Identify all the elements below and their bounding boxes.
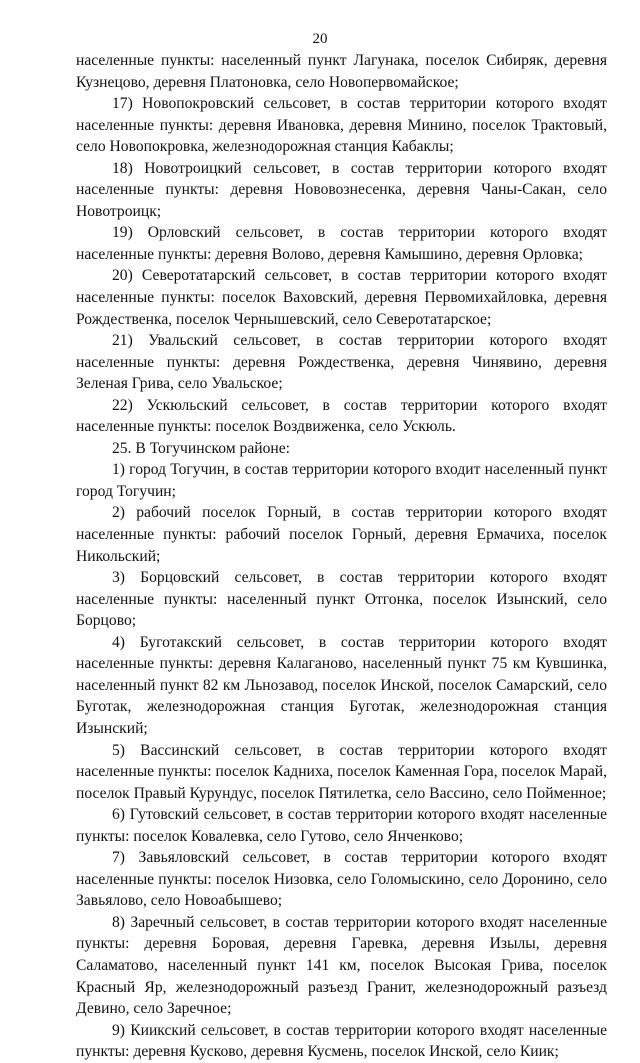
paragraph: 3) Борцовский сельсовет, в состав территории которого входят населенные пункты: населенный пункт Отгонка, поселок Изынский, село Борцово;: [76, 569, 607, 630]
paragraph: 18) Новотроицкий сельсовет, в состав территории которого входят населенные пункты: деревня Нововознесенка, деревня Чаны-Сакан, село Новотроицк;: [76, 159, 607, 220]
paragraph: 17) Новопокровский сельсовет, в состав территории которого входят населенные пункты: деревня Ивановка, деревня Минино, поселок Трактовый, село Новопокровка, железнодорожная станция Кабаклы;: [76, 95, 607, 156]
page-number: 20: [312, 31, 328, 47]
paragraph: 5) Вассинский сельсовет, в состав территории которого входят населенные пункты: поселок Кадниха, поселок Каменная Гора, поселок Марай, поселок Правый Курундус, поселок Пятилетка, село Вассино, село Пойменное;: [76, 741, 607, 802]
paragraph: 1) город Тогучин, в состав территории которого входит населенный пункт город Тогучин;: [76, 461, 607, 500]
paragraph: 21) Увальский сельсовет, в состав территории которого входят населенные пункты: деревня Рождественка, деревня Чинявино, деревня Зеленая Грива, село Увальское;: [76, 332, 607, 393]
paragraph: 20) Северотатарский сельсовет, в состав территории которого входят населенные пункты: поселок Ваховский, деревня Первомихайловка, деревня Рождественка, поселок Чернышевский, село Северотатарское;: [76, 267, 607, 328]
paragraph: 9) Киикский сельсовет, в состав территории которого входят населенные пункты: деревня Кусково, деревня Кусмень, поселок Инской, село Киик;: [76, 1021, 607, 1061]
document-body: [76, 50, 607, 1063]
paragraph: 2) рабочий поселок Горный, в состав территории которого входят населенные пункты: рабочий поселок Горный, деревня Ермачиха, поселок Никольский;: [76, 504, 607, 565]
section-heading: 25. В Тогучинском районе:: [112, 439, 290, 457]
paragraph: 6) Гутовский сельсовет, в состав территории которого входят населенные пункты: поселок Ковалевка, село Гутово, село Янченково;: [76, 806, 607, 845]
paragraph: 8) Заречный сельсовет, в состав территории которого входят населенные пункты: деревня Боровая, деревня Гаревка, деревня Изылы, деревня Саламатово, населенный пункт 141 км, поселок Высокая Грива, поселок Красный Яр, железнодорожный разъезд Гранит, железнодорожный разъезд Девино, село Заречное;: [76, 913, 607, 1018]
paragraph: 19) Орловский сельсовет, в состав территории которого входят населенные пункты: деревня Волово, деревня Камышино, деревня Орловка;: [76, 224, 607, 263]
paragraph: населенные пункты: населенный пункт Лагунака, поселок Сибиряк, деревня Кузнецово, деревня Платоновка, село Новопервомайское;: [76, 52, 607, 91]
paragraph: 22) Ускюльский сельсовет, в состав территории которого входят населенные пункты: поселок Воздвиженка, село Ускюль.: [76, 396, 607, 436]
paragraph: 4) Буготакский сельсовет, в состав территории которого входят населенные пункты: деревня Калаганово, населенный пункт 75 км Кувшинка, населенный пункт 82 км Льнозавод, поселок Инской, поселок Самарский, село Буготак, железнодорожная станция Буготак, железнодорожная станция Изынский;: [76, 633, 607, 737]
paragraph: 7) Завьяловский сельсовет, в состав территории которого входят населенные пункты: поселок Низовка, село Голомыскино, село Доронино, село Завьялово, село Новоабышево;: [76, 849, 607, 910]
